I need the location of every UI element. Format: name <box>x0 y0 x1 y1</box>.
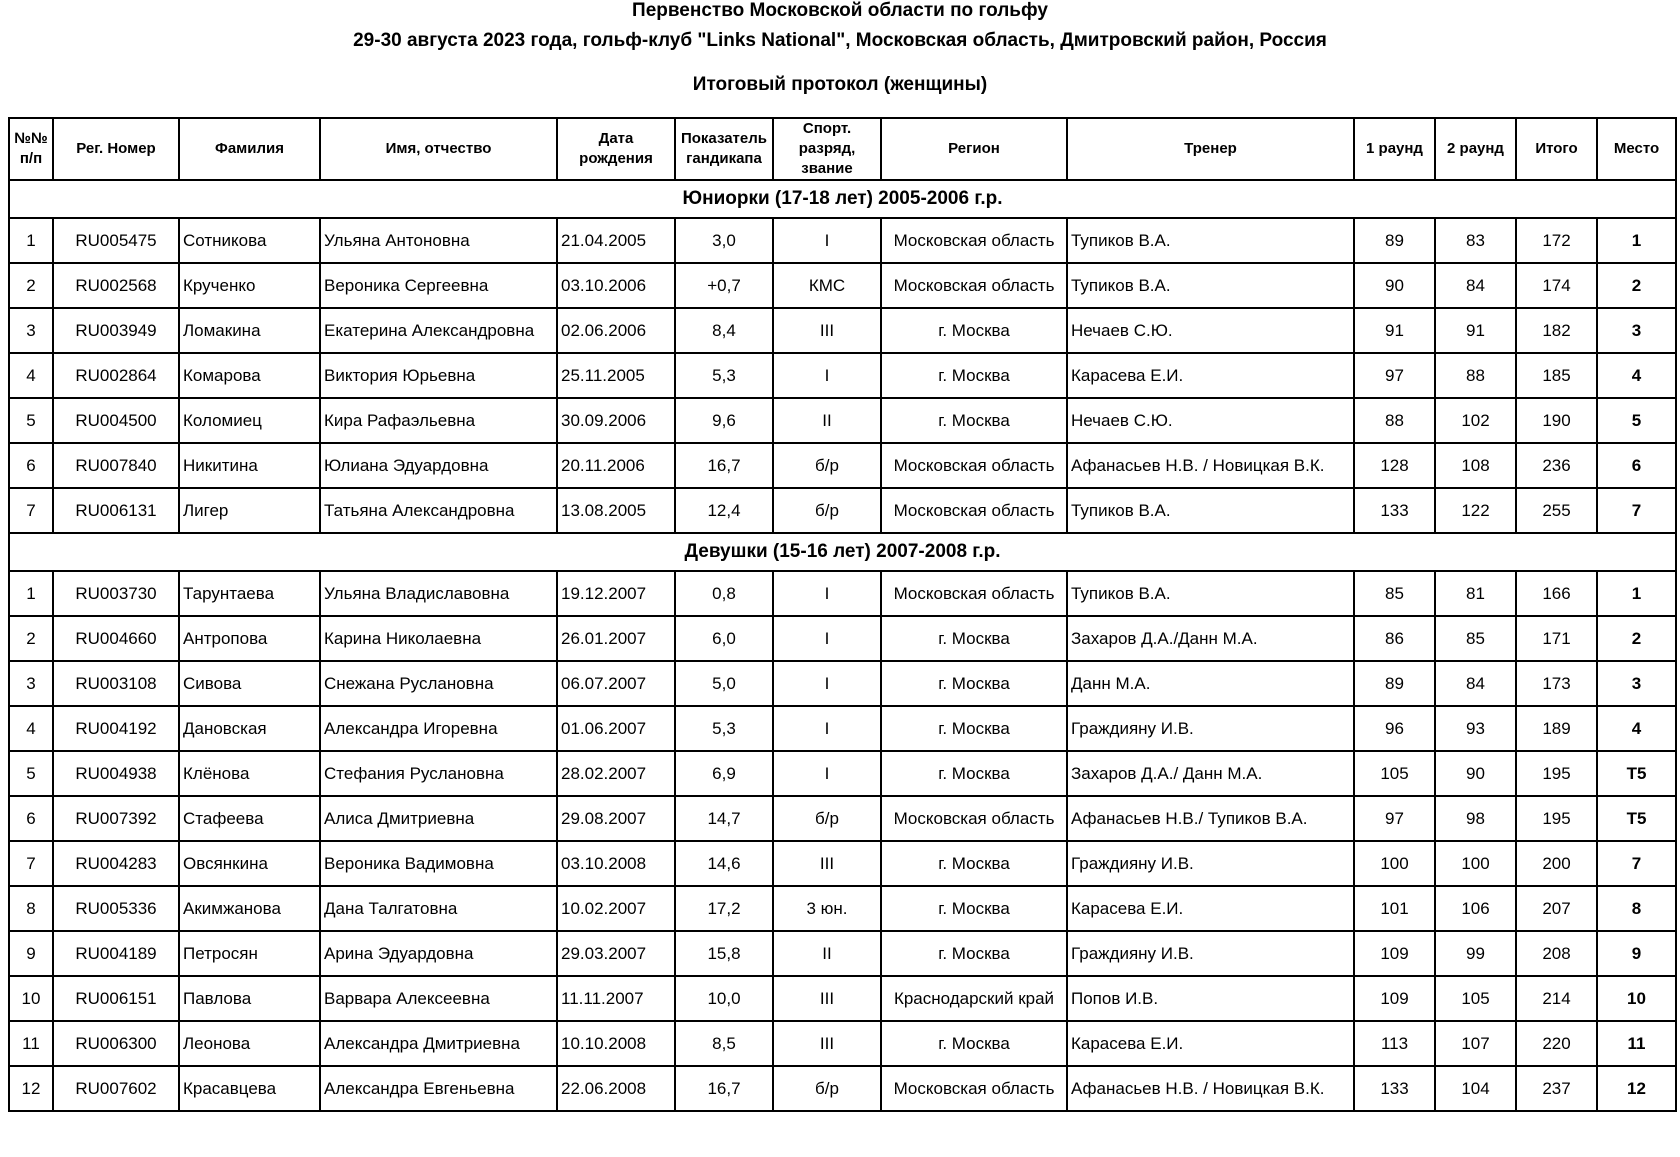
cell-round-2: 122 <box>1435 488 1516 533</box>
col-header-round-2: 2 раунд <box>1435 118 1516 180</box>
document-subtitle: 29-30 августа 2023 года, гольф-клуб "Links National", Московская область, Дмитровский район, Россия <box>353 30 1327 51</box>
cell-handicap: 14,6 <box>675 841 773 886</box>
cell-number: 7 <box>9 841 53 886</box>
cell-place: 1 <box>1597 571 1676 616</box>
cell-surname: Стафеева <box>179 796 320 841</box>
cell-round-2: 84 <box>1435 263 1516 308</box>
cell-coach: Карасева Е.И. <box>1067 1021 1354 1066</box>
cell-number: 5 <box>9 398 53 443</box>
cell-sport-rank: б/р <box>773 1066 881 1111</box>
cell-region: Московская область <box>881 796 1067 841</box>
cell-round-1: 86 <box>1354 616 1435 661</box>
cell-surname: Антропова <box>179 616 320 661</box>
cell-total: 172 <box>1516 218 1597 263</box>
cell-round-2: 85 <box>1435 616 1516 661</box>
cell-reg-number: RU007840 <box>53 443 179 488</box>
cell-round-2: 105 <box>1435 976 1516 1021</box>
table-row <box>9 706 1676 751</box>
cell-place: T5 <box>1597 796 1676 841</box>
cell-name: Татьяна Александровна <box>320 488 557 533</box>
cell-birthdate: 10.02.2007 <box>557 886 675 931</box>
cell-region: г. Москва <box>881 751 1067 796</box>
protocol-title: Итоговый протокол (женщины) <box>692 74 988 95</box>
cell-number: 3 <box>9 308 53 353</box>
cell-region: Московская область <box>881 488 1067 533</box>
cell-handicap: 8,4 <box>675 308 773 353</box>
cell-name: Юлиана Эдуардовна <box>320 443 557 488</box>
results-table <box>8 117 1677 1112</box>
cell-surname: Павлова <box>179 976 320 1021</box>
cell-place: 4 <box>1597 353 1676 398</box>
cell-birthdate: 30.09.2006 <box>557 398 675 443</box>
cell-place: 1 <box>1597 218 1676 263</box>
cell-sport-rank: I <box>773 661 881 706</box>
cell-name: Алиса Дмитриевна <box>320 796 557 841</box>
cell-total: 237 <box>1516 1066 1597 1111</box>
cell-handicap: 14,7 <box>675 796 773 841</box>
cell-round-2: 106 <box>1435 886 1516 931</box>
col-header-sport-rank: Спорт. разряд, звание <box>773 118 881 180</box>
cell-round-1: 89 <box>1354 661 1435 706</box>
cell-region: г. Москва <box>881 398 1067 443</box>
cell-birthdate: 03.10.2006 <box>557 263 675 308</box>
cell-number: 11 <box>9 1021 53 1066</box>
col-header-surname: Фамилия <box>179 118 320 180</box>
cell-birthdate: 13.08.2005 <box>557 488 675 533</box>
cell-birthdate: 01.06.2007 <box>557 706 675 751</box>
cell-round-1: 128 <box>1354 443 1435 488</box>
cell-round-1: 109 <box>1354 931 1435 976</box>
cell-coach: Данн М.А. <box>1067 661 1354 706</box>
cell-place: 9 <box>1597 931 1676 976</box>
cell-birthdate: 02.06.2006 <box>557 308 675 353</box>
cell-round-2: 98 <box>1435 796 1516 841</box>
cell-handicap: 9,6 <box>675 398 773 443</box>
cell-name: Карина Николаевна <box>320 616 557 661</box>
cell-region: г. Москва <box>881 661 1067 706</box>
cell-reg-number: RU003730 <box>53 571 179 616</box>
cell-coach: Афанасьев Н.В./ Тупиков В.А. <box>1067 796 1354 841</box>
cell-number: 1 <box>9 218 53 263</box>
cell-surname: Коломиец <box>179 398 320 443</box>
cell-birthdate: 28.02.2007 <box>557 751 675 796</box>
cell-name: Александра Дмитриевна <box>320 1021 557 1066</box>
cell-reg-number: RU007602 <box>53 1066 179 1111</box>
cell-number: 4 <box>9 353 53 398</box>
cell-place: 5 <box>1597 398 1676 443</box>
table-row <box>9 443 1676 488</box>
cell-region: Московская область <box>881 218 1067 263</box>
cell-reg-number: RU004660 <box>53 616 179 661</box>
table-header-row <box>9 118 1676 180</box>
cell-surname: Крученко <box>179 263 320 308</box>
cell-reg-number: RU003108 <box>53 661 179 706</box>
cell-coach: Карасева Е.И. <box>1067 353 1354 398</box>
cell-round-1: 90 <box>1354 263 1435 308</box>
cell-round-1: 109 <box>1354 976 1435 1021</box>
cell-region: Московская область <box>881 443 1067 488</box>
cell-number: 4 <box>9 706 53 751</box>
cell-reg-number: RU005475 <box>53 218 179 263</box>
cell-name: Екатерина Александровна <box>320 308 557 353</box>
cell-surname: Акимжанова <box>179 886 320 931</box>
cell-place: 12 <box>1597 1066 1676 1111</box>
cell-round-1: 105 <box>1354 751 1435 796</box>
cell-reg-number: RU006300 <box>53 1021 179 1066</box>
table-row <box>9 796 1676 841</box>
cell-handicap: 15,8 <box>675 931 773 976</box>
cell-name: Кира Рафаэльевна <box>320 398 557 443</box>
cell-birthdate: 25.11.2005 <box>557 353 675 398</box>
table-row <box>9 571 1676 616</box>
cell-surname: Красавцева <box>179 1066 320 1111</box>
col-header-number: №№ п/п <box>9 118 53 180</box>
table-row <box>9 1021 1676 1066</box>
cell-coach: Граждияну И.В. <box>1067 841 1354 886</box>
cell-surname: Тарунтаева <box>179 571 320 616</box>
cell-birthdate: 20.11.2006 <box>557 443 675 488</box>
cell-place: 7 <box>1597 841 1676 886</box>
table-row <box>9 886 1676 931</box>
section-title: Юниорки (17-18 лет) 2005-2006 г.р. <box>9 180 1676 218</box>
cell-total: 255 <box>1516 488 1597 533</box>
cell-reg-number: RU004283 <box>53 841 179 886</box>
cell-place: 4 <box>1597 706 1676 751</box>
cell-handicap: 8,5 <box>675 1021 773 1066</box>
table-row <box>9 488 1676 533</box>
cell-sport-rank: КМС <box>773 263 881 308</box>
cell-round-1: 133 <box>1354 488 1435 533</box>
cell-region: г. Москва <box>881 931 1067 976</box>
cell-name: Арина Эдуардовна <box>320 931 557 976</box>
cell-place: 3 <box>1597 661 1676 706</box>
cell-round-1: 91 <box>1354 308 1435 353</box>
cell-handicap: 16,7 <box>675 443 773 488</box>
cell-coach: Попов И.В. <box>1067 976 1354 1021</box>
cell-coach: Захаров Д.А./ Данн М.А. <box>1067 751 1354 796</box>
cell-reg-number: RU005336 <box>53 886 179 931</box>
table-row <box>9 398 1676 443</box>
cell-handicap: 5,3 <box>675 353 773 398</box>
cell-birthdate: 22.06.2008 <box>557 1066 675 1111</box>
cell-name: Виктория Юрьевна <box>320 353 557 398</box>
col-header-birthdate: Дата рождения <box>557 118 675 180</box>
cell-name: Александра Игоревна <box>320 706 557 751</box>
cell-total: 208 <box>1516 931 1597 976</box>
cell-sport-rank: III <box>773 1021 881 1066</box>
cell-sport-rank: III <box>773 976 881 1021</box>
cell-name: Дана Талгатовна <box>320 886 557 931</box>
cell-reg-number: RU007392 <box>53 796 179 841</box>
cell-coach: Граждияну И.В. <box>1067 931 1354 976</box>
cell-round-1: 97 <box>1354 353 1435 398</box>
cell-birthdate: 10.10.2008 <box>557 1021 675 1066</box>
cell-round-2: 107 <box>1435 1021 1516 1066</box>
cell-birthdate: 06.07.2007 <box>557 661 675 706</box>
table-row <box>9 263 1676 308</box>
cell-round-2: 100 <box>1435 841 1516 886</box>
cell-handicap: 17,2 <box>675 886 773 931</box>
cell-birthdate: 11.11.2007 <box>557 976 675 1021</box>
cell-coach: Афанасьев Н.В. / Новицкая В.К. <box>1067 1066 1354 1111</box>
cell-birthdate: 21.04.2005 <box>557 218 675 263</box>
cell-place: 6 <box>1597 443 1676 488</box>
cell-sport-rank: I <box>773 751 881 796</box>
section-title: Девушки (15-16 лет) 2007-2008 г.р. <box>9 533 1676 571</box>
cell-number: 10 <box>9 976 53 1021</box>
cell-surname: Сивова <box>179 661 320 706</box>
cell-total: 189 <box>1516 706 1597 751</box>
cell-birthdate: 29.08.2007 <box>557 796 675 841</box>
cell-number: 1 <box>9 571 53 616</box>
cell-name: Варвара Алексеевна <box>320 976 557 1021</box>
cell-total: 220 <box>1516 1021 1597 1066</box>
cell-surname: Лигер <box>179 488 320 533</box>
cell-coach: Тупиков В.А. <box>1067 263 1354 308</box>
cell-number: 5 <box>9 751 53 796</box>
cell-region: г. Москва <box>881 616 1067 661</box>
cell-total: 173 <box>1516 661 1597 706</box>
cell-number: 3 <box>9 661 53 706</box>
cell-round-2: 88 <box>1435 353 1516 398</box>
cell-region: Московская область <box>881 1066 1067 1111</box>
cell-round-1: 97 <box>1354 796 1435 841</box>
cell-number: 8 <box>9 886 53 931</box>
table-row <box>9 616 1676 661</box>
cell-surname: Комарова <box>179 353 320 398</box>
cell-round-2: 84 <box>1435 661 1516 706</box>
cell-round-1: 88 <box>1354 398 1435 443</box>
cell-reg-number: RU004938 <box>53 751 179 796</box>
cell-number: 12 <box>9 1066 53 1111</box>
cell-total: 195 <box>1516 796 1597 841</box>
cell-round-2: 104 <box>1435 1066 1516 1111</box>
cell-reg-number: RU003949 <box>53 308 179 353</box>
document-title: Первенство Московской области по гольфу <box>632 0 1048 21</box>
cell-coach: Граждияну И.В. <box>1067 706 1354 751</box>
table-row <box>9 841 1676 886</box>
cell-place: 2 <box>1597 263 1676 308</box>
cell-sport-rank: II <box>773 931 881 976</box>
cell-region: г. Москва <box>881 886 1067 931</box>
cell-place: 3 <box>1597 308 1676 353</box>
cell-surname: Ломакина <box>179 308 320 353</box>
cell-round-1: 89 <box>1354 218 1435 263</box>
cell-handicap: 6,9 <box>675 751 773 796</box>
col-header-place: Место <box>1597 118 1676 180</box>
cell-total: 182 <box>1516 308 1597 353</box>
table-row <box>9 751 1676 796</box>
cell-round-2: 93 <box>1435 706 1516 751</box>
col-header-coach: Тренер <box>1067 118 1354 180</box>
cell-reg-number: RU004189 <box>53 931 179 976</box>
cell-reg-number: RU006131 <box>53 488 179 533</box>
cell-name: Вероника Сергеевна <box>320 263 557 308</box>
cell-reg-number: RU004500 <box>53 398 179 443</box>
cell-region: г. Москва <box>881 706 1067 751</box>
cell-surname: Петросян <box>179 931 320 976</box>
cell-coach: Тупиков В.А. <box>1067 571 1354 616</box>
cell-round-2: 81 <box>1435 571 1516 616</box>
cell-number: 2 <box>9 263 53 308</box>
cell-sport-rank: II <box>773 398 881 443</box>
cell-sport-rank: 3 юн. <box>773 886 881 931</box>
cell-sport-rank: I <box>773 616 881 661</box>
col-header-name: Имя, отчество <box>320 118 557 180</box>
cell-total: 166 <box>1516 571 1597 616</box>
cell-reg-number: RU006151 <box>53 976 179 1021</box>
cell-sport-rank: б/р <box>773 488 881 533</box>
cell-region: Московская область <box>881 263 1067 308</box>
cell-coach: Карасева Е.И. <box>1067 886 1354 931</box>
cell-coach: Тупиков В.А. <box>1067 218 1354 263</box>
cell-round-2: 91 <box>1435 308 1516 353</box>
cell-reg-number: RU002864 <box>53 353 179 398</box>
cell-round-2: 99 <box>1435 931 1516 976</box>
cell-region: г. Москва <box>881 308 1067 353</box>
cell-place: 7 <box>1597 488 1676 533</box>
cell-total: 207 <box>1516 886 1597 931</box>
cell-round-2: 102 <box>1435 398 1516 443</box>
cell-number: 2 <box>9 616 53 661</box>
cell-surname: Сотникова <box>179 218 320 263</box>
cell-total: 200 <box>1516 841 1597 886</box>
table-row <box>9 976 1676 1021</box>
cell-place: T5 <box>1597 751 1676 796</box>
cell-region: г. Москва <box>881 353 1067 398</box>
cell-surname: Леонова <box>179 1021 320 1066</box>
cell-handicap: 6,0 <box>675 616 773 661</box>
cell-sport-rank: III <box>773 841 881 886</box>
cell-round-1: 113 <box>1354 1021 1435 1066</box>
cell-total: 236 <box>1516 443 1597 488</box>
cell-birthdate: 03.10.2008 <box>557 841 675 886</box>
cell-coach: Нечаев С.Ю. <box>1067 308 1354 353</box>
cell-sport-rank: I <box>773 353 881 398</box>
cell-number: 6 <box>9 796 53 841</box>
cell-handicap: 16,7 <box>675 1066 773 1111</box>
cell-total: 174 <box>1516 263 1597 308</box>
cell-reg-number: RU004192 <box>53 706 179 751</box>
section-header-row <box>9 533 1676 571</box>
cell-sport-rank: III <box>773 308 881 353</box>
cell-number: 9 <box>9 931 53 976</box>
cell-name: Вероника Вадимовна <box>320 841 557 886</box>
cell-surname: Никитина <box>179 443 320 488</box>
cell-round-1: 100 <box>1354 841 1435 886</box>
cell-birthdate: 26.01.2007 <box>557 616 675 661</box>
col-header-total: Итого <box>1516 118 1597 180</box>
cell-name: Снежана Руслановна <box>320 661 557 706</box>
cell-round-2: 90 <box>1435 751 1516 796</box>
cell-name: Александра Евгеньевна <box>320 1066 557 1111</box>
cell-round-1: 101 <box>1354 886 1435 931</box>
table-row <box>9 308 1676 353</box>
cell-handicap: 0,8 <box>675 571 773 616</box>
cell-total: 195 <box>1516 751 1597 796</box>
cell-region: Московская область <box>881 571 1067 616</box>
cell-handicap: 10,0 <box>675 976 773 1021</box>
cell-name: Ульяна Антоновна <box>320 218 557 263</box>
cell-sport-rank: б/р <box>773 443 881 488</box>
cell-sport-rank: б/р <box>773 796 881 841</box>
table-row <box>9 218 1676 263</box>
col-header-handicap: Показатель гандикапа <box>675 118 773 180</box>
cell-round-1: 85 <box>1354 571 1435 616</box>
cell-place: 8 <box>1597 886 1676 931</box>
cell-number: 7 <box>9 488 53 533</box>
cell-number: 6 <box>9 443 53 488</box>
cell-sport-rank: I <box>773 218 881 263</box>
cell-handicap: +0,7 <box>675 263 773 308</box>
cell-coach: Афанасьев Н.В. / Новицкая В.К. <box>1067 443 1354 488</box>
cell-round-1: 133 <box>1354 1066 1435 1111</box>
cell-coach: Тупиков В.А. <box>1067 488 1354 533</box>
cell-total: 214 <box>1516 976 1597 1021</box>
cell-region: Краснодарский край <box>881 976 1067 1021</box>
cell-place: 10 <box>1597 976 1676 1021</box>
cell-coach: Захаров Д.А./Данн М.А. <box>1067 616 1354 661</box>
cell-surname: Дановская <box>179 706 320 751</box>
cell-handicap: 12,4 <box>675 488 773 533</box>
cell-surname: Овсянкина <box>179 841 320 886</box>
cell-coach: Нечаев С.Ю. <box>1067 398 1354 443</box>
cell-total: 185 <box>1516 353 1597 398</box>
cell-round-2: 83 <box>1435 218 1516 263</box>
cell-total: 190 <box>1516 398 1597 443</box>
table-row <box>9 661 1676 706</box>
col-header-reg-number: Рег. Номер <box>53 118 179 180</box>
cell-total: 171 <box>1516 616 1597 661</box>
cell-round-2: 108 <box>1435 443 1516 488</box>
col-header-region: Регион <box>881 118 1067 180</box>
cell-region: г. Москва <box>881 1021 1067 1066</box>
col-header-round-1: 1 раунд <box>1354 118 1435 180</box>
table-row <box>9 931 1676 976</box>
cell-name: Стефания Руслановна <box>320 751 557 796</box>
cell-sport-rank: I <box>773 706 881 751</box>
section-header-row <box>9 180 1676 218</box>
cell-surname: Клёнова <box>179 751 320 796</box>
cell-name: Ульяна Владиславовна <box>320 571 557 616</box>
cell-handicap: 5,0 <box>675 661 773 706</box>
cell-birthdate: 19.12.2007 <box>557 571 675 616</box>
cell-region: г. Москва <box>881 841 1067 886</box>
cell-sport-rank: I <box>773 571 881 616</box>
cell-handicap: 5,3 <box>675 706 773 751</box>
cell-reg-number: RU002568 <box>53 263 179 308</box>
table-row <box>9 353 1676 398</box>
cell-handicap: 3,0 <box>675 218 773 263</box>
cell-place: 11 <box>1597 1021 1676 1066</box>
cell-round-1: 96 <box>1354 706 1435 751</box>
cell-birthdate: 29.03.2007 <box>557 931 675 976</box>
cell-place: 2 <box>1597 616 1676 661</box>
table-row <box>9 1066 1676 1111</box>
